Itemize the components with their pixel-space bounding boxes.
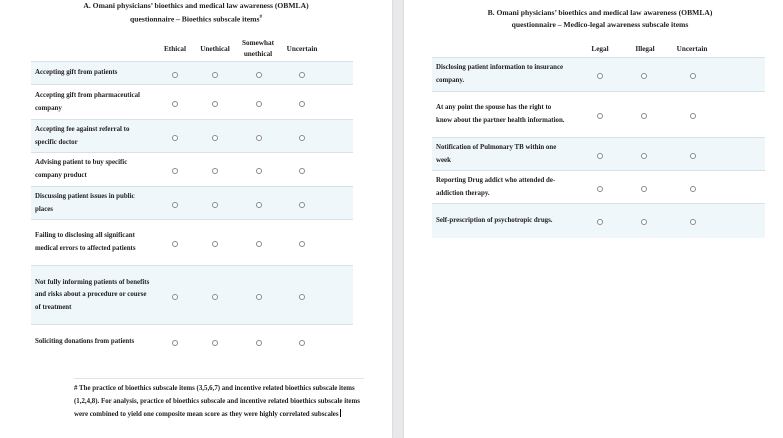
column-header-uncertain: Uncertain [286,45,318,53]
table-row [31,324,353,359]
radio-option-2[interactable] [641,113,647,119]
table-row [31,219,353,266]
section-a-title-line2: questionnaire – Bioethics subscale items [130,14,260,24]
table-row [31,152,353,187]
page-b [404,0,783,438]
table-row [31,61,353,85]
table-row [31,265,353,325]
row-label: Soliciting donations from patients [35,337,135,345]
row-label: Advising patient to buy specific company product [35,159,128,179]
section-b-title-line1: B. Omani physicians’ bioethics and medical law awareness (OBMLA) [487,8,713,17]
radio-option-2[interactable] [212,101,218,107]
column-header-somewhat-unethical: Somewhat unethical [242,39,274,58]
row-label: Self-prescription of psychotropic drugs. [436,216,553,224]
radio-option-3[interactable] [690,186,696,192]
radio-option-1[interactable] [597,219,603,225]
row-label: Discussing patient issues in public places [35,192,135,213]
radio-option-3[interactable] [256,340,262,346]
section-b-title [444,7,756,31]
radio-option-1[interactable] [597,73,603,79]
radio-option-3[interactable] [256,101,262,107]
radio-option-3[interactable] [256,168,262,174]
radio-option-3[interactable] [690,153,696,159]
radio-option-2[interactable] [212,340,218,346]
column-header-legal: Legal [591,45,609,53]
column-header-ethical: Ethical [164,45,186,53]
radio-option-4[interactable] [299,135,305,141]
radio-option-3[interactable] [690,73,696,79]
row-label: Reporting Drug addict who attended de-addiction therapy. [436,176,556,197]
radio-option-1[interactable] [597,113,603,119]
table-row [31,186,353,220]
radio-option-4[interactable] [299,340,305,346]
radio-option-2[interactable] [641,153,647,159]
table-row [432,91,765,138]
radio-option-1[interactable] [172,72,178,78]
table-row [432,170,765,204]
radio-option-2[interactable] [641,219,647,225]
table-row [432,57,765,92]
radio-option-1[interactable] [597,186,603,192]
radio-option-3[interactable] [256,241,262,247]
row-label: At any point the spouse has the right to know about the partner health information. [436,104,565,124]
row-label: Notification of Pulmonary TB within one week [436,143,557,164]
radio-option-4[interactable] [299,101,305,107]
row-label: Accepting gift from pharmaceutical company [35,91,140,112]
radio-option-4[interactable] [299,72,305,78]
radio-option-1[interactable] [172,168,178,174]
table-row [31,84,353,120]
table-row [432,203,765,238]
radio-option-3[interactable] [256,135,262,141]
radio-option-3[interactable] [256,294,262,300]
radio-option-1[interactable] [597,153,603,159]
radio-option-4[interactable] [299,168,305,174]
radio-option-2[interactable] [212,294,218,300]
footnote [74,378,364,421]
section-a-title [60,0,332,26]
radio-option-2[interactable] [212,72,218,78]
table-row [432,137,765,171]
radio-option-4[interactable] [299,241,305,247]
column-header-uncertain-b: Uncertain [676,45,708,53]
row-label: Disclosing patient information to insurance company. [436,64,564,84]
radio-option-2[interactable] [212,168,218,174]
radio-option-3[interactable] [256,72,262,78]
table-row [31,119,353,153]
column-header-unethical: Unethical [200,45,230,53]
radio-option-3[interactable] [256,202,262,208]
radio-option-1[interactable] [172,340,178,346]
row-label: Failing to disclosing all significant medical errors to affected patients [35,232,136,252]
radio-option-4[interactable] [299,294,305,300]
radio-option-3[interactable] [690,113,696,119]
radio-option-4[interactable] [299,202,305,208]
radio-option-2[interactable] [212,202,218,208]
radio-option-2[interactable] [212,135,218,141]
radio-option-2[interactable] [641,73,647,79]
title-footnote-mark: # [259,15,262,20]
radio-option-3[interactable] [690,219,696,225]
radio-option-2[interactable] [212,241,218,247]
radio-option-1[interactable] [172,241,178,247]
section-b-title-line2: questionnaire – Medico-legal awareness subscale items [511,20,689,29]
row-label: Accepting fee against referral to specific doctor [35,125,130,146]
section-a-title-line1: A. Omani physicians’ bioethics and medical law awareness (OBMLA) [83,1,309,10]
radio-option-2[interactable] [641,186,647,192]
row-label: Not fully informing patients of benefits and risks about a procedure or course of treatment [35,278,150,311]
column-header-illegal: Illegal [635,45,655,53]
footnote-text: # The practice of bioethics subscale items (3,5,6,7) and incentive related bioethics subscale items (1,2,4,8). For analysis, practice of bioethics subscale and incentive related bioethics subscale items were combined to yield one composite mean score as they were highly correlated subscales [74,385,360,419]
radio-option-1[interactable] [172,202,178,208]
radio-option-1[interactable] [172,294,178,300]
text-cursor [340,409,341,417]
row-label: Accepting gift from patients [35,69,118,77]
radio-option-1[interactable] [172,101,178,107]
radio-option-1[interactable] [172,135,178,141]
